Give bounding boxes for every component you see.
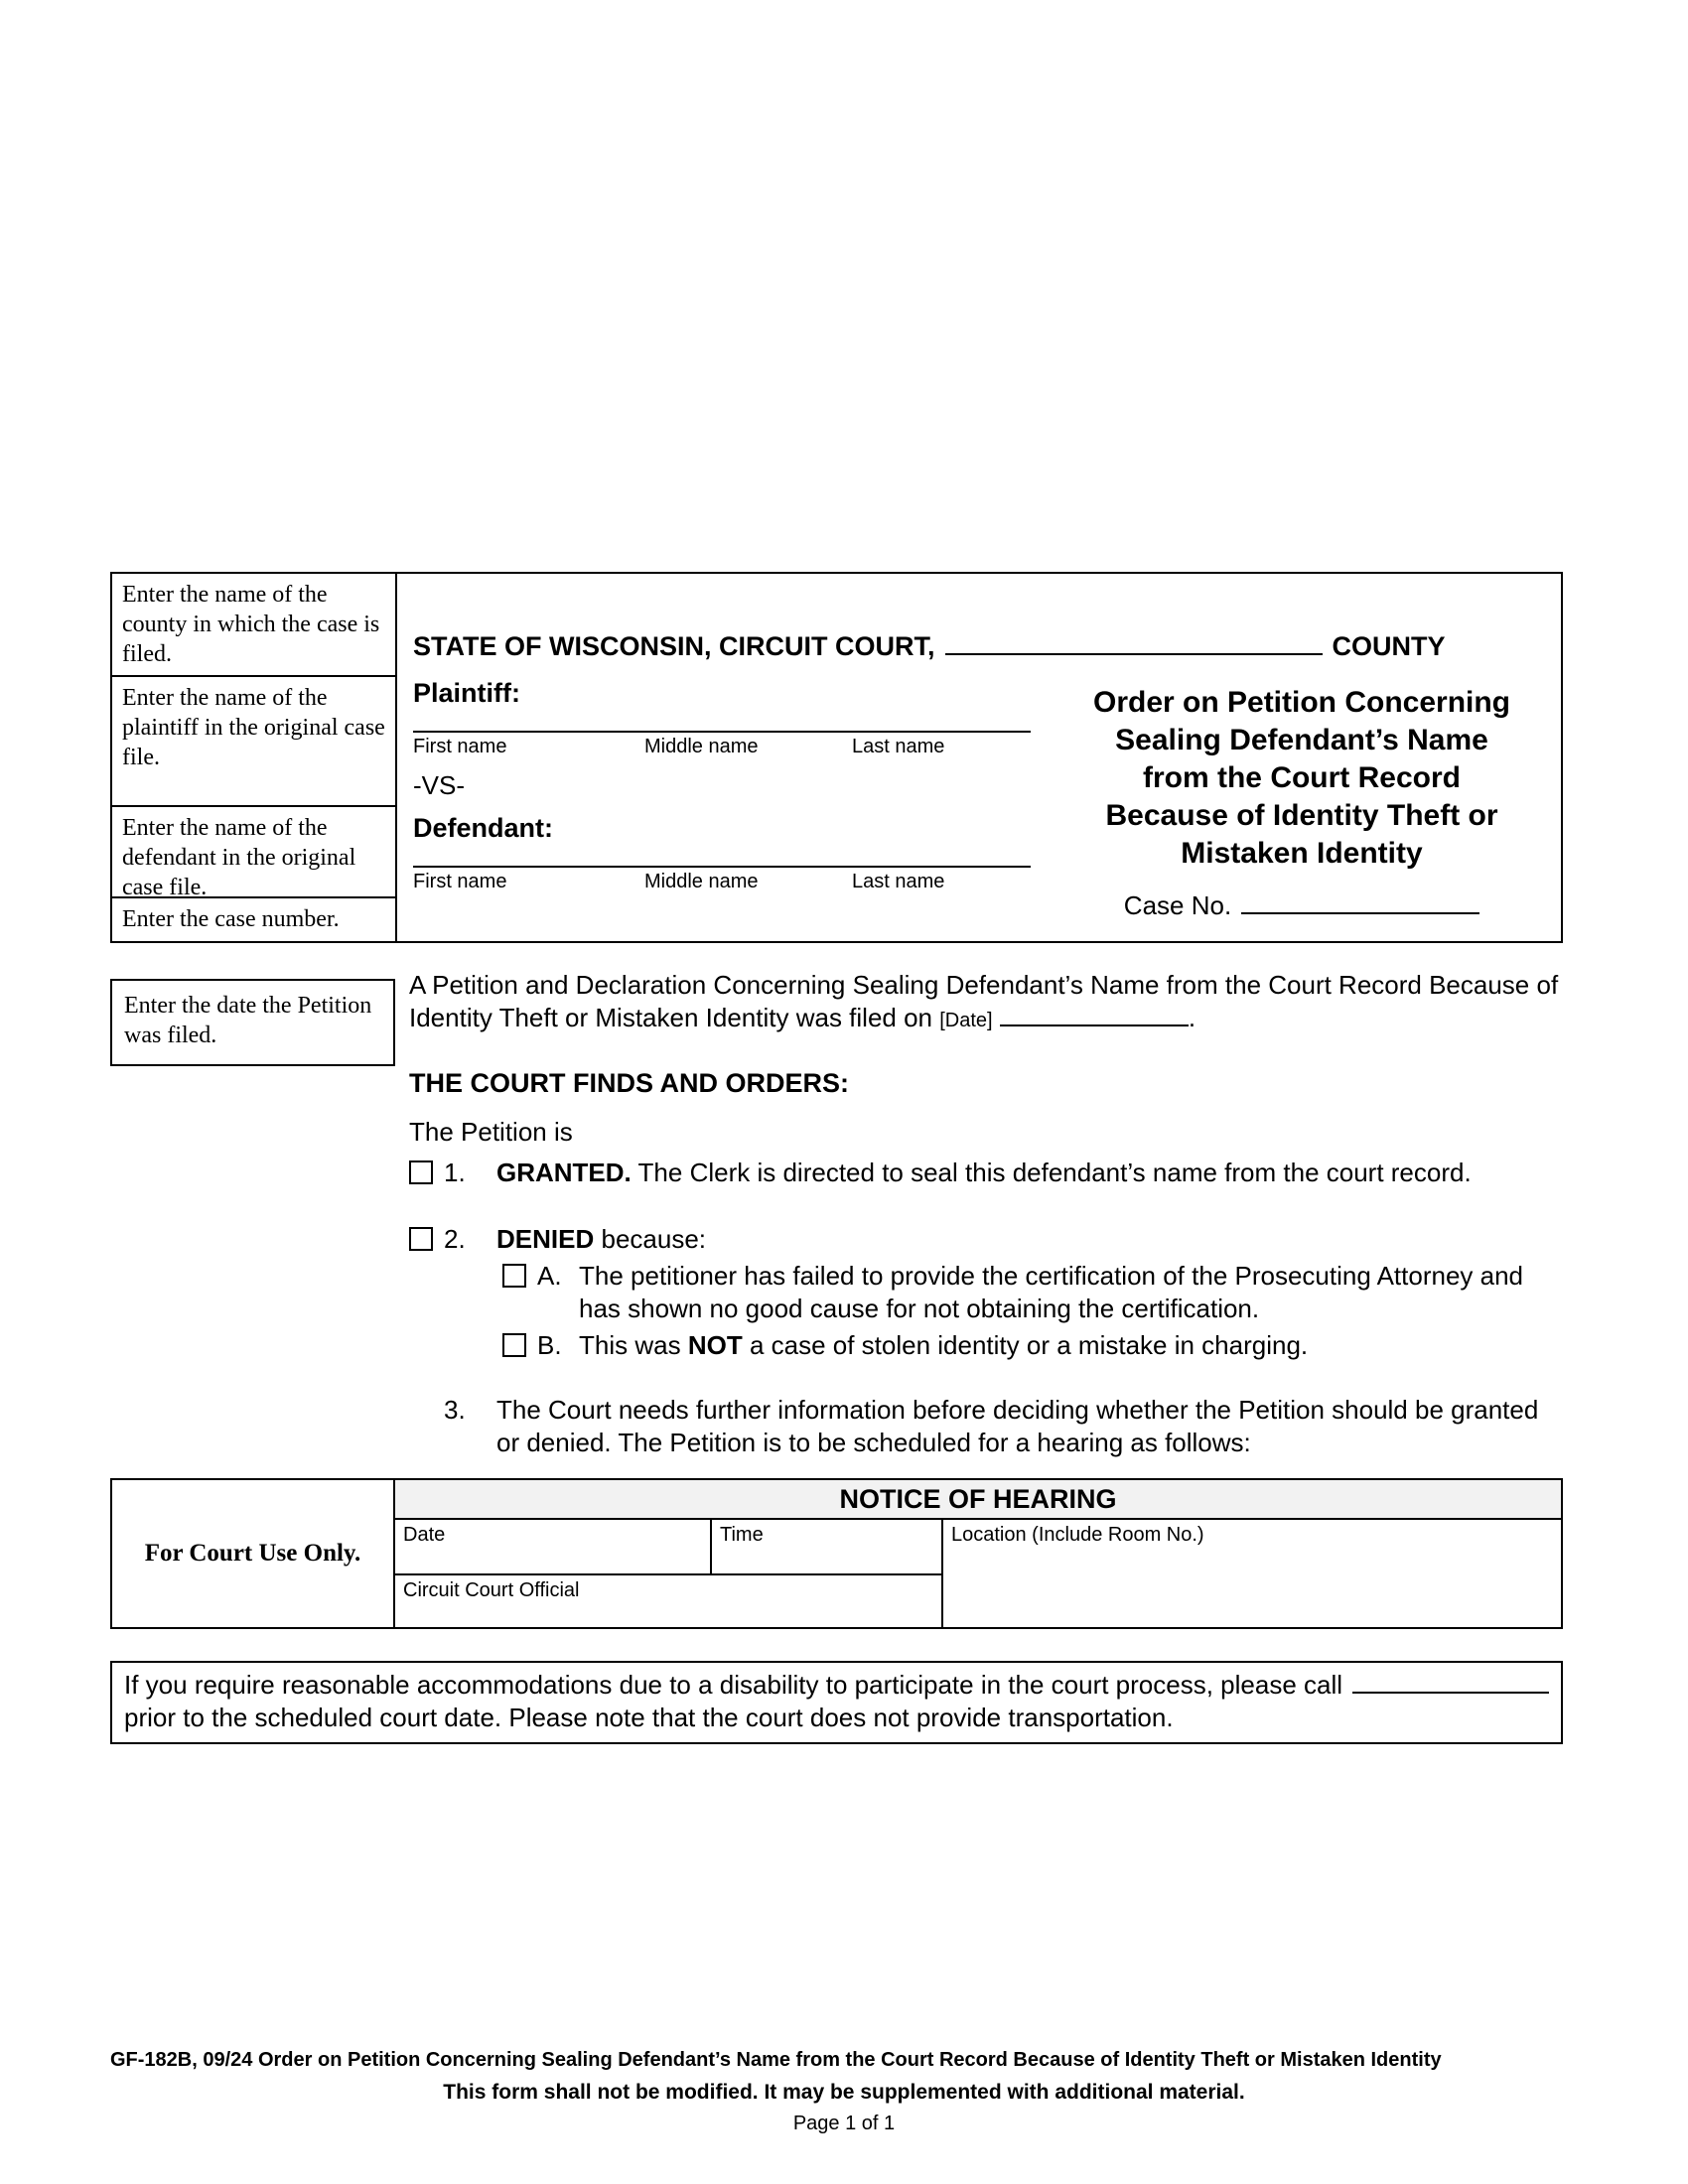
margin-note-county: Enter the name of the county in which the case is filed. [112, 574, 395, 677]
date-placeholder-label: [Date] [939, 1010, 993, 1031]
denied-bold: DENIED [496, 1224, 595, 1254]
defendant-label: Defendant: [413, 813, 553, 843]
form-title-line: from the Court Record [1142, 761, 1461, 794]
petition-filed-statement [409, 969, 1565, 1037]
party-column [413, 678, 1031, 921]
circuit-court-official-label: Circuit Court Official [403, 1579, 580, 1601]
defendant-name-labels [413, 871, 1031, 893]
margin-note-case-number: Enter the case number. [122, 906, 340, 932]
page-number: Page 1 of 1 [792, 2113, 896, 2134]
option-letter: A. [537, 1261, 562, 1291]
for-court-use-only-label: For Court Use Only. [112, 1480, 395, 1627]
granted-text [496, 1157, 1565, 1189]
option-number: 2. [444, 1224, 466, 1254]
form-title-line: Mistaken Identity [1181, 837, 1423, 870]
county-name-field[interactable] [945, 625, 1323, 655]
option-further-information [444, 1394, 1565, 1459]
court-line-suffix: COUNTY [1332, 631, 1446, 661]
form-title-line: Order on Petition Concerning [1092, 686, 1510, 719]
location-label: Location (Include Room No.) [951, 1524, 1204, 1546]
petition-date-field[interactable] [1000, 1022, 1189, 1026]
time-label: Time [720, 1524, 764, 1546]
accommodations-text2: prior to the scheduled court date. Please note that the court does not provide transportation. [124, 1703, 1174, 1732]
form-body [409, 969, 1565, 1459]
form-title-line: Sealing Defendant’s Name [1115, 724, 1488, 756]
petition-is-text: The Petition is [409, 1117, 573, 1147]
denied-a-text: The petitioner has failed to provide the certification of the Prosecuting Attorney and has shown no good cause for not obtaining the certification. [579, 1261, 1524, 1323]
option-letter: B. [537, 1330, 562, 1360]
denied-b-pre: This was [579, 1330, 681, 1360]
option-granted [409, 1157, 1565, 1189]
case-no-label: Case No. [1123, 890, 1232, 920]
caption-columns [413, 678, 1547, 921]
denied-b-text [579, 1329, 1565, 1362]
granted-checkbox[interactable] [409, 1160, 433, 1184]
denied-b-post: a case of stolen identity or a mistake in charging. [749, 1330, 1309, 1360]
court-line-prefix: STATE OF WISCONSIN, CIRCUIT COURT, [413, 631, 935, 661]
hearing-date-field[interactable] [395, 1520, 712, 1575]
denied-checkbox[interactable] [409, 1227, 433, 1251]
granted-rest: The Clerk is directed to seal this defendant’s name from the court record. [637, 1158, 1472, 1187]
form-title [1056, 684, 1547, 873]
last-name-label: Last name [852, 736, 945, 757]
accommodations-notice [110, 1661, 1563, 1744]
option-denied [409, 1223, 1565, 1256]
middle-name-label: Middle name [644, 736, 759, 757]
case-number-row [1056, 888, 1547, 921]
no-modify-line: This form shall not be modified. It may be supplemented with additional material. [443, 2081, 1245, 2104]
plaintiff-label: Plaintiff: [413, 678, 520, 708]
option-number: 3. [444, 1395, 466, 1425]
denied-text [496, 1223, 1565, 1256]
further-information-text: The Court needs further information before deciding whether the Petition should be granted or denied. The Petition is to be scheduled for a hearing as follows: [496, 1395, 1539, 1457]
plaintiff-name-field[interactable] [413, 709, 1031, 733]
margin-instructions-column [112, 574, 397, 941]
denied-b-checkbox[interactable] [502, 1333, 526, 1357]
first-name-label: First name [413, 736, 507, 757]
last-name-label: Last name [852, 871, 945, 892]
option-denied-a [502, 1260, 1565, 1325]
accommodations-text1: If you require reasonable accommodations due to a disability to participate in the court process, please call [124, 1670, 1343, 1700]
option-denied-b [502, 1329, 1565, 1362]
first-name-label: First name [413, 871, 507, 892]
form-title-line: Because of Identity Theft or [1105, 799, 1498, 832]
date-label: Date [403, 1524, 446, 1546]
case-no-field[interactable] [1241, 888, 1479, 914]
denied-a-checkbox[interactable] [502, 1264, 526, 1288]
circuit-court-official-field[interactable] [395, 1575, 943, 1627]
margin-note-plaintiff: Enter the name of the plaintiff in the original case file. [112, 677, 395, 807]
defendant-name-field[interactable] [413, 844, 1031, 868]
option-number: 1. [444, 1158, 466, 1187]
granted-bold: GRANTED. [496, 1158, 632, 1187]
middle-name-label: Middle name [644, 871, 759, 892]
denied-b-bold: NOT [687, 1330, 743, 1360]
hearing-location-field[interactable] [943, 1520, 1561, 1627]
petition-filed-text: A Petition and Declaration Concerning Sealing Defendant’s Name from the Court Record Because of Identity Theft or Mistaken Identity was filed on [409, 970, 1559, 1032]
petition-period: . [1188, 1003, 1196, 1032]
margin-note-petition-date: Enter the date the Petition was filed. [110, 979, 395, 1066]
form-title-column [1031, 678, 1547, 921]
hearing-time-field[interactable] [712, 1520, 943, 1575]
denied-rest: because: [601, 1224, 707, 1254]
accommodations-line1 [124, 1669, 1549, 1702]
phone-number-field[interactable] [1352, 1670, 1549, 1694]
caption-main [397, 574, 1561, 941]
notice-of-hearing-table [110, 1478, 1563, 1629]
vs-label: -VS- [413, 770, 465, 800]
margin-note-defendant: Enter the name of the defendant in the original case file. [112, 807, 395, 898]
form-id-line: GF-182B, 09/24 Order on Petition Concerning Sealing Defendant’s Name from the Court Record Because of Identity Theft or Mistaken Identity [110, 2049, 1442, 2071]
caption-section [110, 572, 1563, 943]
finds-and-orders-heading: THE COURT FINDS AND ORDERS: [409, 1068, 849, 1098]
plaintiff-name-labels [413, 736, 1031, 758]
notice-of-hearing-heading: NOTICE OF HEARING [395, 1480, 1561, 1520]
court-header-line [413, 625, 1547, 662]
